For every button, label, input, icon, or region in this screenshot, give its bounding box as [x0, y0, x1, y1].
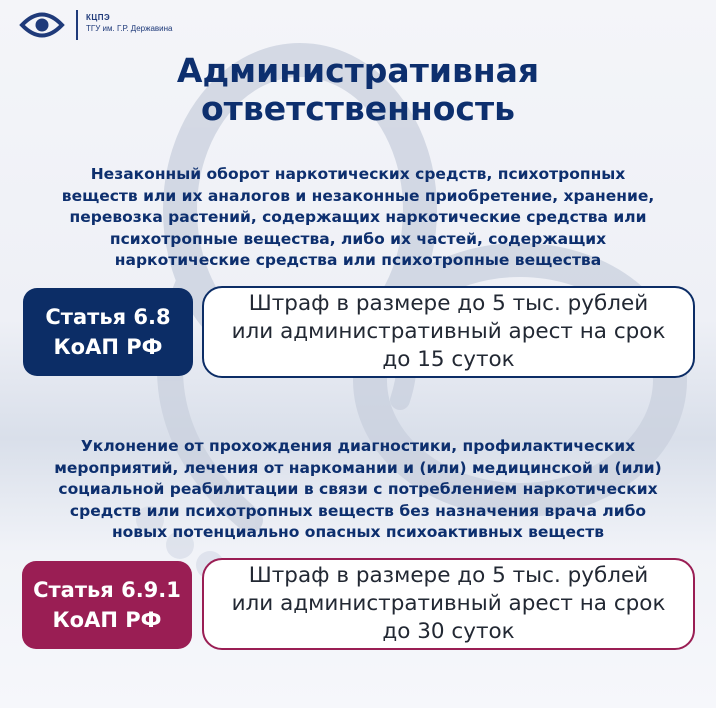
- penalty-line: Штраф в размере до 5 тыс. рублей: [248, 291, 649, 316]
- description-line: психотропные вещества, либо их частей, содержащих: [109, 229, 607, 248]
- penalty-line: или административный арест на срок: [231, 591, 666, 616]
- description-line: новых потенциально опасных психоактивных веществ: [111, 523, 605, 541]
- description-line: социальной реабилитации в связи с потреблением наркотических: [58, 480, 658, 498]
- description-line: веществ или их аналогов и незаконные приобретение, хранение,: [61, 186, 655, 205]
- penalty-line: или административный арест на срок: [231, 319, 666, 344]
- description-line: мероприятий, лечения от наркомании и (или) медицинской и (или): [54, 458, 662, 477]
- logo-name: КЦПЭ: [86, 13, 111, 22]
- logo-subtitle: ТГУ им. Г.Р. Державина: [86, 24, 173, 33]
- page-title: [0, 52, 716, 128]
- penalty-card-2: [202, 558, 695, 650]
- offense-description-1: [30, 164, 686, 272]
- page-title-line-1: Административная: [176, 51, 540, 90]
- logo-divider: [76, 10, 78, 40]
- description-line: Уклонение от прохождения диагностики, профилактических: [80, 437, 636, 455]
- description-line: средств или психотропных веществ без назначения врача либо: [69, 501, 647, 520]
- description-line: перевозка растений, содержащих наркотические средства или: [69, 208, 647, 226]
- penalty-line: до 15 суток: [382, 347, 515, 372]
- article-code: КоАП РФ: [53, 335, 163, 359]
- article-number: Статья 6.8: [45, 305, 171, 329]
- article-code: КоАП РФ: [52, 608, 162, 632]
- penalty-line: до 30 суток: [382, 619, 515, 644]
- penalty-card-1: [202, 286, 695, 378]
- page-title-line-2: ответственность: [201, 89, 515, 128]
- article-badge-6-8: [23, 288, 193, 376]
- description-line: наркотические средства или психотропные вещества: [114, 251, 602, 269]
- penalty-line: Штраф в размере до 5 тыс. рублей: [248, 563, 649, 588]
- logo-text: [86, 12, 173, 34]
- article-badge-6-9-1: [22, 561, 192, 649]
- description-line: Незаконный оборот наркотических средств, психотропных: [90, 165, 626, 183]
- eye-icon: [18, 8, 66, 42]
- offense-description-2: [30, 436, 686, 544]
- article-number: Статья 6.9.1: [33, 578, 181, 602]
